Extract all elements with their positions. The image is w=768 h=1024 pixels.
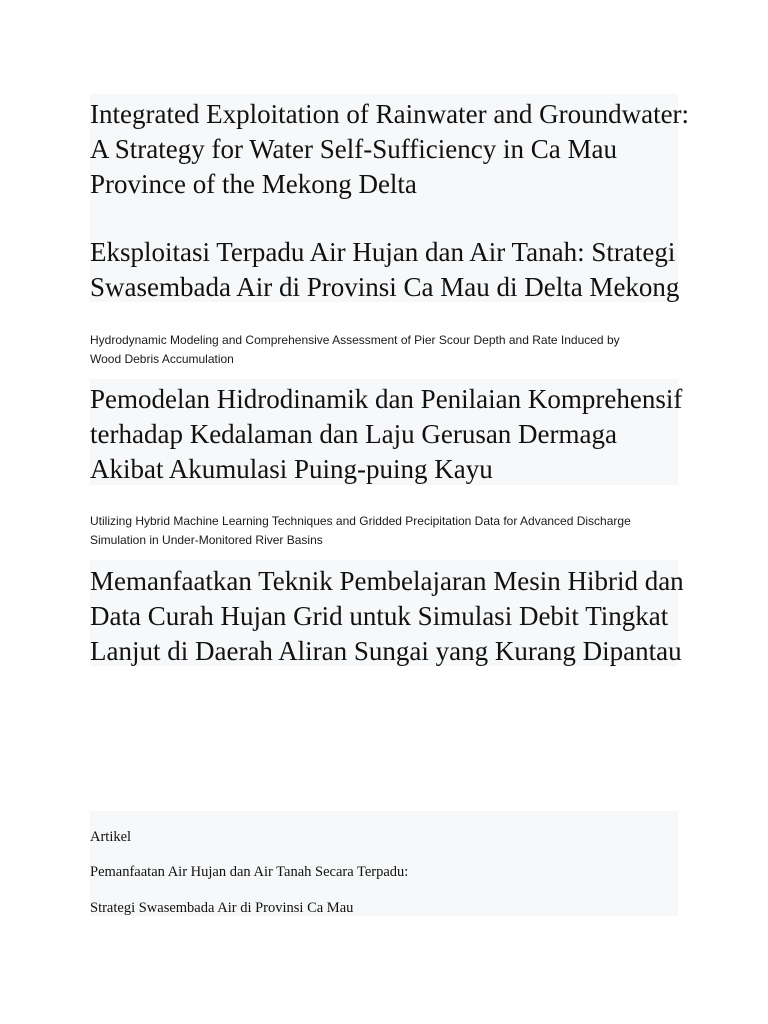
article-3-title-id-line-3: Lanjut di Daerah Aliran Sungai yang Kurang Dipantau — [90, 636, 682, 666]
article-footer — [90, 811, 678, 916]
article-1-title-id-line-2: Swasembada Air di Provinsi Ca Mau di Delta Mekong — [90, 272, 680, 302]
article-1-title-en-line-1: Integrated Exploitation of Rainwater and Groundwater: — [90, 99, 690, 129]
article-1-title-en-line-2: A Strategy for Water Self-Sufficiency in Ca Mau — [90, 134, 617, 164]
article-3-title-id-line-2: Data Curah Hujan Grid untuk Simulasi Debit Tingkat — [90, 601, 669, 631]
article-2-title-id-line-3: Akibat Akumulasi Puing-puing Kayu — [90, 454, 493, 484]
article-1-title-en — [90, 94, 690, 218]
article-2-title-en — [90, 331, 678, 371]
article-1-title-en-line-3: Province of the Mekong Delta — [90, 169, 417, 199]
article-footer-line-1: Pemanfaatan Air Hujan dan Air Tanah Secara Terpadu: — [90, 864, 409, 880]
article-3-title-en-line-1: Utilizing Hybrid Machine Learning Techniques and Gridded Precipitation Data for Advanced Discharge — [90, 514, 631, 528]
article-3-title-en-line-2: Simulation in Under-Monitored River Basins — [90, 533, 323, 547]
article-3-title-en — [90, 512, 678, 552]
article-1-title-id — [90, 218, 678, 302]
article-3-title-id-line-1: Memanfaatkan Teknik Pembelajaran Mesin Hibrid dan — [90, 566, 684, 596]
article-2-title-en-line-2: Wood Debris Accumulation — [90, 352, 234, 366]
article-2-title-id-line-2: terhadap Kedalaman dan Laju Gerusan Dermaga — [90, 419, 618, 449]
article-3-title-id — [90, 560, 684, 666]
article-2-title-id — [90, 379, 683, 485]
article-2-title-id-line-1: Pemodelan Hidrodinamik dan Penilaian Komprehensif — [90, 384, 683, 414]
article-footer-line-2: Strategi Swasembada Air di Provinsi Ca Mau — [90, 900, 354, 916]
article-2-title-en-line-1: Hydrodynamic Modeling and Comprehensive Assessment of Pier Scour Depth and Rate Induced by — [90, 333, 620, 347]
article-label: Artikel — [90, 829, 132, 845]
article-1-title-id-line-1: Eksploitasi Terpadu Air Hujan dan Air Tanah: Strategi — [90, 237, 676, 267]
